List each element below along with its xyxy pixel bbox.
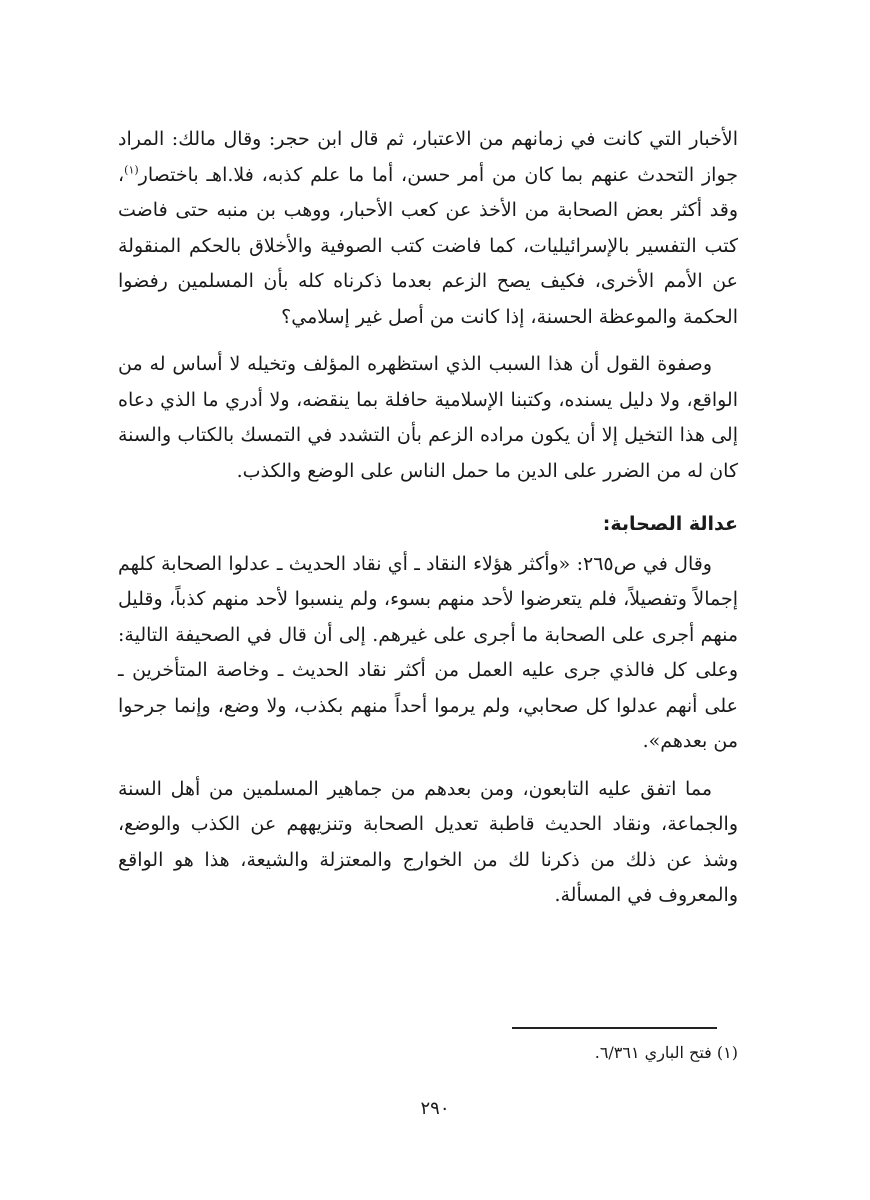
footnote-reference[interactable]: (١) xyxy=(124,163,139,177)
section-heading: عدالة الصحابة: xyxy=(602,513,738,535)
footnote: (١) فتح الباري ٦/٣٦١. xyxy=(594,1043,738,1062)
paragraph-3: وقال في ص٢٦٥: «وأكثر هؤلاء النقاد ـ أي نقاد الحديث ـ عدلوا الصحابة كلهم إجمالاً وتفصيلاً، فلم يتعرضوا لأحد منهم بسوء، ولم ينسبوا لأحد منهم كذباً، وقليل منهم أجرى على الصحابة ما أجرى على غيرهم. إلى أن قال في الصحيفة التالية: وعلى كل فالذي جرى عليه العمل من أكثر نقاد الحديث ـ وخاصة المتأخرين ـ على أنهم عدلوا كل صحابي، ولم يرموا أحداً منهم بكذب، ولا وضع، وإنما جرحوا من بعدهم». xyxy=(118,552,738,752)
paragraph-1-text-continued: ، وقد أكثر بعض الصحابة من الأخذ عن كعب الأحبار، ووهب بن منبه حتى فاضت كتب التفسير بالإسرائيليات، كما فاضت كتب الصوفية والأخلاق بالحكم المنقولة عن الأمم الأخرى، فكيف يصح الزعم بعدما ذكرناه كله بأن المسلمين رفضوا الحكمة والموعظة الحسنة، إذا كانت من أصل غير إسلامي؟ xyxy=(118,163,738,328)
footnote-divider xyxy=(512,1027,717,1029)
page-number: ٢٩٠ xyxy=(420,1098,450,1119)
paragraph-2: وصفوة القول أن هذا السبب الذي استظهره المؤلف وتخيله لا أساس له من الواقع، ولا دليل يسنده، وكتبنا الإسلامية حافلة بما ينقضه، ولا أدري ما الذي دعاه إلى هذا التخيل إلا أن يكون مراده الزعم بأن التشدد في التمسك بالكتاب والسنة كان له من الضرر على الدين ما حمل الناس على الوضع والكذب. xyxy=(118,353,738,482)
page-body xyxy=(118,122,738,914)
paragraph-1-text: الأخبار التي كانت في زمانهم من الاعتبار، ثم قال ابن حجر: وقال مالك: المراد جواز التحدث عنهم بما كان من أمر حسن، أما ما علم كذبه، فلا.اهـ باختصار xyxy=(118,128,738,186)
paragraph-1 xyxy=(118,122,738,335)
paragraph-4: مما اتفق عليه التابعون، ومن بعدهم من جماهير المسلمين من أهل السنة والجماعة، ونقاد الحديث قاطبة تعديل الصحابة وتنزيههم عن الكذب والوضع، وشذ عن ذلك من ذكرنا لك من الخوارج والمعتزلة والشيعة، هذا هو الواقع والمعروف في المسألة. xyxy=(118,777,738,906)
